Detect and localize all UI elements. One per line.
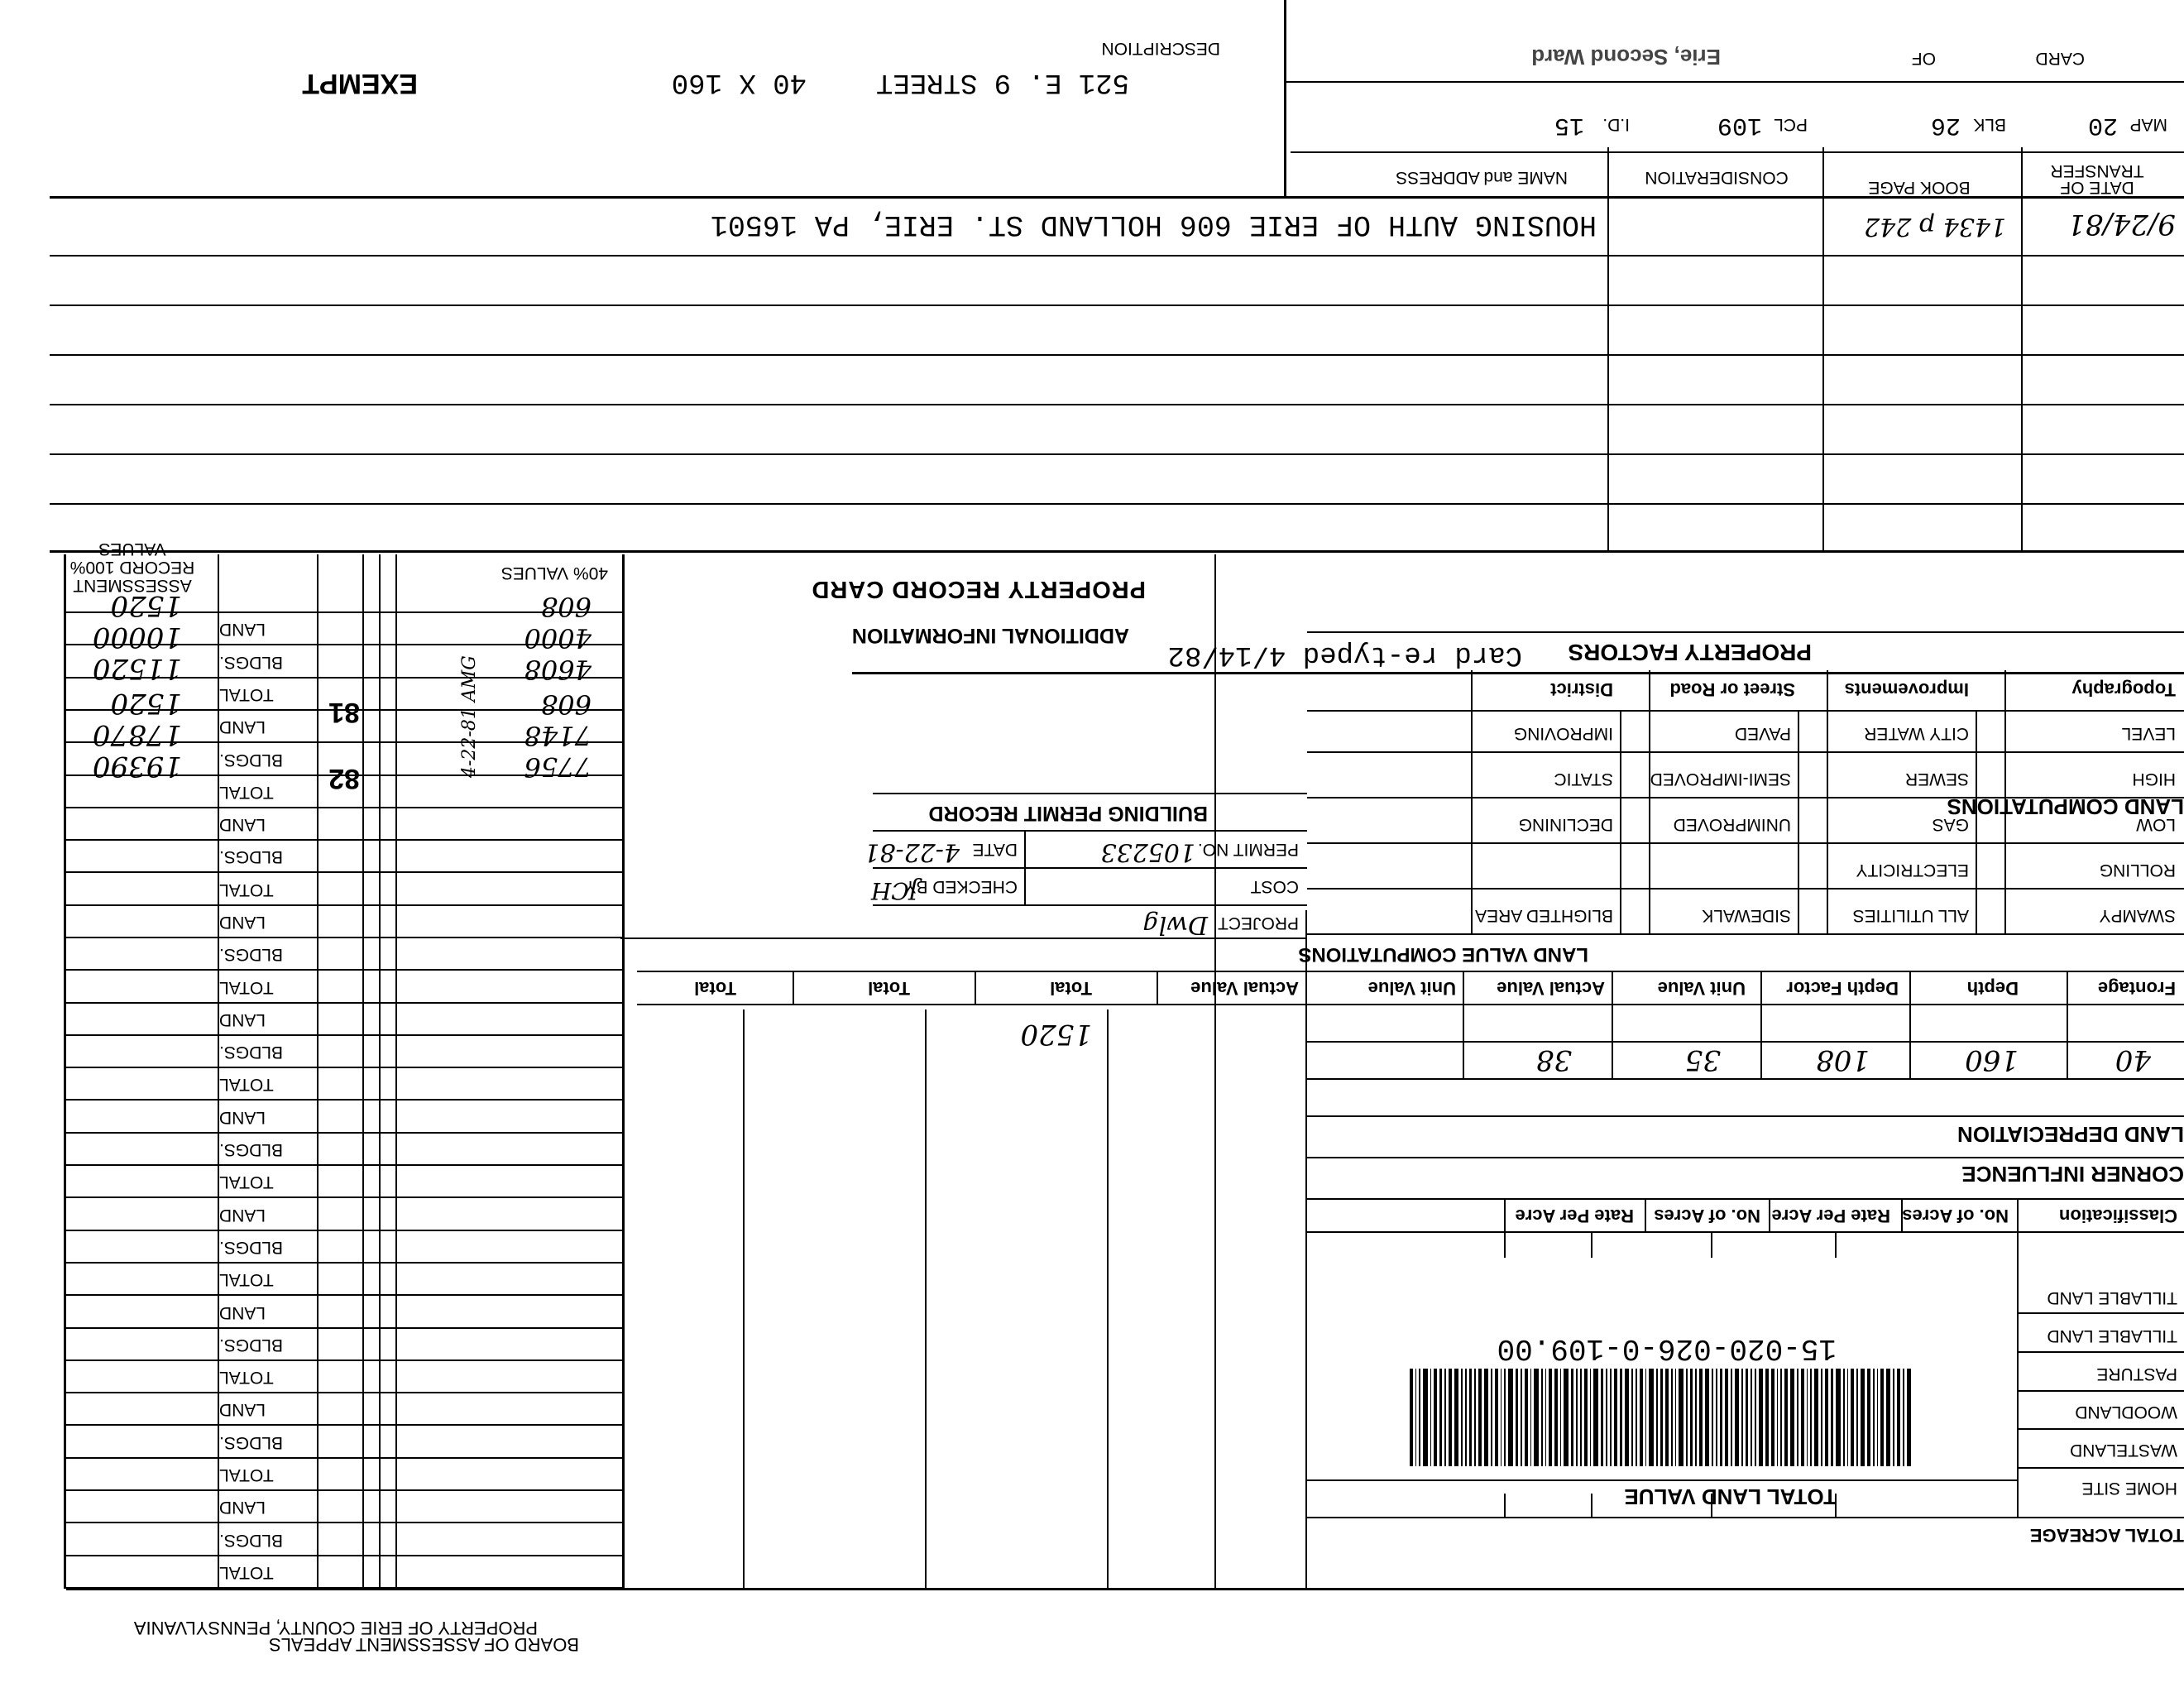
permit-no-value: 105233 xyxy=(1100,837,1195,866)
lv-header: Unit Value xyxy=(1367,978,1456,999)
barcode-bar xyxy=(1741,1369,1743,1466)
value-row-label: BLDGS. xyxy=(219,1336,284,1355)
value-row-label: TOTAL xyxy=(219,978,274,997)
factor-header: District xyxy=(1550,679,1613,700)
barcode-bar xyxy=(1880,1369,1884,1466)
grid-row-line xyxy=(66,1457,625,1459)
value-100-entry: 17870 xyxy=(92,718,182,751)
barcode-bar xyxy=(1545,1369,1547,1466)
values-100-title: ASSESSMENT RECORD 100% VALUES xyxy=(69,539,195,595)
land-computations-title: LAND COMPUTATIONS xyxy=(1947,794,2184,819)
transfer-header: CONSIDERATION xyxy=(1645,168,1789,187)
barcode-bar xyxy=(1660,1369,1664,1466)
lv-header: Depth Factor xyxy=(1786,978,1899,999)
transfer-line xyxy=(50,503,2184,505)
description-street: 521 E. 9 STREET xyxy=(875,66,1129,98)
barcode-bar xyxy=(1807,1369,1808,1466)
barcode-bar xyxy=(1465,1369,1467,1466)
blk-value: 26 xyxy=(1930,111,1961,139)
lv-title: LAND VALUE COMPUTATIONS xyxy=(1298,943,1588,966)
barcode-bar xyxy=(1746,1369,1749,1466)
barcode-bar xyxy=(1699,1369,1703,1466)
acreage-row-label: PASTURE xyxy=(2096,1364,2177,1383)
factor-option: CITY WATER xyxy=(1864,724,1969,743)
grid-row-line xyxy=(66,839,625,841)
barcode-bar xyxy=(1478,1369,1482,1466)
barcode-bar xyxy=(1856,1369,1858,1466)
permit-margin-note: 4-22-81 AMG xyxy=(459,655,480,778)
permit-date-value: 4-22-81 xyxy=(864,837,960,866)
value-100-entry: 1520 xyxy=(110,687,182,720)
barcode-bar xyxy=(1491,1369,1492,1466)
grid-row-line xyxy=(66,871,625,873)
barcode-bar xyxy=(1584,1369,1588,1466)
lv-header: Total xyxy=(694,978,736,999)
barcode-bar xyxy=(1625,1369,1629,1466)
parcel-id-row xyxy=(1291,99,2184,141)
pcl-value: 109 xyxy=(1717,111,1762,139)
board-label: BOARD OF ASSESSMENT APPEALS xyxy=(269,1634,579,1655)
barcode-bar xyxy=(1549,1369,1552,1466)
factor-option: GAS xyxy=(1932,815,1969,834)
total-acreage-label: TOTAL ACREAGE xyxy=(2029,1525,2184,1546)
grid-row-line xyxy=(66,1587,625,1589)
barcode-bar xyxy=(1445,1369,1447,1466)
permit-date-label: DATE xyxy=(972,840,1018,859)
barcode-bar xyxy=(1712,1369,1713,1466)
factor-option: SIDEWALK xyxy=(1702,906,1791,925)
id-label: I.D. xyxy=(1602,115,1630,134)
value-row-label: LAND xyxy=(219,1010,266,1029)
barcode-bar xyxy=(1508,1369,1512,1466)
barcode-bar xyxy=(1590,1369,1592,1466)
factor-option: UNIMPROVED xyxy=(1673,815,1791,834)
barcode-bar xyxy=(1521,1369,1522,1466)
factor-header: Topography xyxy=(2071,679,2176,700)
grid-row-line xyxy=(66,1392,625,1393)
grid-row-line xyxy=(66,1196,625,1198)
map-value: 20 xyxy=(2087,111,2118,139)
barcode-bar xyxy=(1645,1369,1647,1466)
grid-row-line xyxy=(66,969,625,971)
permit-checked-label: CHECKED BY xyxy=(904,877,1018,896)
barcode-bar xyxy=(1419,1369,1420,1466)
barcode-bar xyxy=(1620,1369,1623,1466)
grid-row-line xyxy=(66,1230,625,1231)
value-40-entry: 7148 xyxy=(524,720,592,751)
card-row xyxy=(1291,33,2184,74)
barcode-bar xyxy=(1449,1369,1452,1466)
description-block xyxy=(46,8,1286,149)
barcode-bar xyxy=(1790,1369,1794,1466)
depth-factor-value: 108 xyxy=(1816,1043,1870,1077)
barcode-bar xyxy=(1831,1369,1834,1466)
barcode-bar xyxy=(1843,1369,1845,1466)
transfer-header: NAME and ADDRESS xyxy=(1396,168,1568,187)
transfer-grid xyxy=(50,205,2184,553)
map-label: MAP xyxy=(2129,115,2167,134)
factor-option: HIGH xyxy=(2132,770,2176,789)
factor-option: BLIGHTED AREA xyxy=(1475,906,1613,925)
barcode-bar xyxy=(1580,1369,1582,1466)
grid-row-line xyxy=(66,1489,625,1491)
value-row-label: TOTAL xyxy=(219,1075,274,1094)
lv-header: Actual Value xyxy=(1497,978,1605,999)
barcode-bar xyxy=(1576,1369,1578,1466)
value-row-label: TOTAL xyxy=(219,685,274,704)
barcode-bar xyxy=(1469,1369,1473,1466)
property-factors-title: PROPERTY FACTORS xyxy=(1568,640,1812,665)
grid-row-line xyxy=(66,807,625,808)
of-label: OF xyxy=(1911,49,1936,68)
permit-project-label: PROJECT xyxy=(1217,914,1299,933)
grid-row-line xyxy=(66,1360,625,1361)
value-row-label: TOTAL xyxy=(219,1563,274,1582)
barcode-bar xyxy=(1560,1369,1562,1466)
value-100-entry: 10000 xyxy=(92,621,182,654)
barcode-bar xyxy=(1665,1369,1669,1466)
barcode-bar xyxy=(1516,1369,1519,1466)
value-row-label: TOTAL xyxy=(219,1465,274,1484)
building-permit-record xyxy=(864,790,1307,939)
value-row-label: BLDGS. xyxy=(219,1433,284,1452)
barcode-bar xyxy=(1886,1369,1890,1466)
transfer-line xyxy=(50,453,2184,455)
depth-value: 160 xyxy=(1965,1043,2019,1077)
barcode-bar xyxy=(1907,1369,1911,1466)
value-40-entry: 608 xyxy=(540,591,592,622)
grid-row-line xyxy=(66,1067,625,1068)
barcode-bar xyxy=(1501,1369,1502,1466)
lv-header: Total xyxy=(868,978,910,999)
parcel-barcode xyxy=(1257,1369,1911,1466)
barcode-bar xyxy=(1716,1369,1717,1466)
barcode-bar xyxy=(1731,1369,1732,1466)
year-mark: 81 xyxy=(328,697,360,728)
barcode-bar xyxy=(1675,1369,1677,1466)
barcode-bar xyxy=(1571,1369,1574,1466)
barcode-bar xyxy=(1484,1369,1488,1466)
barcode-bar xyxy=(1822,1369,1823,1466)
factor-option: SWAMPY xyxy=(2099,906,2176,925)
value-row-label: LAND xyxy=(219,620,266,639)
description-dimensions: 40 X 160 xyxy=(671,66,807,98)
barcode-bar xyxy=(1893,1369,1894,1466)
transfer-headers xyxy=(1274,153,2184,199)
value-row-label: BLDGS. xyxy=(219,945,284,964)
barcode-bar xyxy=(1593,1369,1597,1466)
transfer-line xyxy=(50,305,2184,306)
grid-row-line xyxy=(66,1164,625,1166)
barcode-bar xyxy=(1771,1369,1774,1466)
value-row-label: LAND xyxy=(219,913,266,932)
grid-row-line xyxy=(66,904,625,906)
card-title: PROPERTY RECORD CARD xyxy=(811,576,1146,602)
value-row-label: LAND xyxy=(219,1400,266,1419)
additional-info-title: ADDITIONAL INFORMATION xyxy=(851,624,1129,647)
property-of-label: PROPERTY OF ERIE COUNTY, PENNSYLVANIA xyxy=(133,1618,538,1638)
barcode-bar xyxy=(1755,1369,1756,1466)
factor-option: LEVEL xyxy=(2121,724,2176,743)
values-40-title: 40% VALUES xyxy=(500,563,608,583)
barcode-bar xyxy=(1495,1369,1498,1466)
grid-row-line xyxy=(66,1327,625,1329)
factor-option: LOW xyxy=(2136,815,2176,834)
value-row-label: TOTAL xyxy=(219,1368,274,1387)
barcode-bar xyxy=(1735,1369,1739,1466)
barcode-bar xyxy=(1410,1369,1413,1466)
permit-cost-label: COST xyxy=(1250,877,1299,896)
barcode-bar xyxy=(1784,1369,1788,1466)
barcode-bar xyxy=(1601,1369,1604,1466)
barcode-bar xyxy=(1525,1369,1528,1466)
factor-option: ALL UTILITIES xyxy=(1852,906,1969,925)
unit-value-value: 35 xyxy=(1684,1043,1721,1077)
barcode-bar xyxy=(1825,1369,1828,1466)
barcode-bar xyxy=(1873,1369,1875,1466)
barcode-bar xyxy=(1656,1369,1658,1466)
value-row-label: BLDGS. xyxy=(219,653,284,672)
blk-label: BLK xyxy=(1973,115,2006,134)
barcode-bar xyxy=(1810,1369,1812,1466)
barcode-bar xyxy=(1610,1369,1612,1466)
acreage-header: No. of Acres xyxy=(1902,1206,2009,1226)
barcode-bar xyxy=(1780,1369,1782,1466)
value-row-label: LAND xyxy=(219,815,266,834)
barcode-bar xyxy=(1504,1369,1506,1466)
value-40-entry: 7756 xyxy=(524,751,592,783)
transfer-line xyxy=(50,404,2184,405)
acreage-header: No. of Acres xyxy=(1654,1206,1760,1226)
value-row-label: BLDGS. xyxy=(219,847,284,866)
value-row-label: BLDGS. xyxy=(219,1531,284,1550)
value-row-label: TOTAL xyxy=(219,880,274,899)
value-100-entry: 19390 xyxy=(92,750,182,783)
barcode-bar xyxy=(1636,1369,1637,1466)
acreage-rows xyxy=(2019,1258,2184,1498)
value-row-label: LAND xyxy=(219,1303,266,1322)
value-row-label: LAND xyxy=(219,1108,266,1127)
acreage-row-label: WASTELAND xyxy=(2070,1441,2177,1460)
value-row-label: TOTAL xyxy=(219,783,274,802)
barcode-bar xyxy=(1423,1369,1427,1466)
factor-option: ELECTRICITY xyxy=(1856,861,1969,880)
land-total-value: 1520 xyxy=(1020,1018,1092,1051)
barcode-bar xyxy=(1640,1369,1643,1466)
frontage-value: 40 xyxy=(2115,1043,2151,1077)
value-100-entry: 11520 xyxy=(92,652,182,685)
barcode-bar xyxy=(1695,1369,1697,1466)
permit-no-label: PERMIT NO. xyxy=(1197,840,1299,859)
barcode-bar xyxy=(1454,1369,1458,1466)
barcode-bar xyxy=(1415,1369,1417,1466)
transfer-row xyxy=(50,203,2184,244)
value-row-label: LAND xyxy=(219,1206,266,1225)
barcode-bar xyxy=(1847,1369,1849,1466)
barcode-bar xyxy=(1877,1369,1879,1466)
factor-option: IMPROVING xyxy=(1513,724,1613,743)
grid-row-line xyxy=(66,1034,625,1036)
pcl-label: PCL xyxy=(1774,115,1808,134)
transfer-line xyxy=(50,354,2184,356)
barcode-bar xyxy=(1474,1369,1476,1466)
acreage-row-label: WOODLAND xyxy=(2075,1403,2177,1422)
acreage-header: Classification xyxy=(2058,1206,2177,1226)
grid-row-line xyxy=(66,1132,625,1134)
factor-option: SEMI-IMPROVED xyxy=(1650,770,1791,789)
factor-option: ROLLING xyxy=(2099,861,2176,880)
barcode-bar xyxy=(1765,1369,1769,1466)
value-row-label: BLDGS. xyxy=(219,1140,284,1159)
exempt-badge: EXEMPT xyxy=(302,68,418,99)
barcode-bar xyxy=(1797,1369,1798,1466)
barcode-bar xyxy=(1541,1369,1543,1466)
barcode-bar xyxy=(1686,1369,1688,1466)
barcode-bar xyxy=(1720,1369,1723,1466)
barcode-bar xyxy=(1777,1369,1779,1466)
barcode-bar xyxy=(1679,1369,1683,1466)
barcode-bar xyxy=(1614,1369,1617,1466)
acreage-header: Rate Per Acre xyxy=(1771,1206,1890,1226)
acreage-row-label: TILLABLE LAND xyxy=(2047,1288,2177,1307)
value-row-label: BLDGS. xyxy=(219,1238,284,1257)
barcode-bar xyxy=(1861,1369,1865,1466)
barcode-bar xyxy=(1649,1369,1653,1466)
barcode-bar xyxy=(1564,1369,1568,1466)
barcode-bar xyxy=(1439,1369,1443,1466)
grid-row-line xyxy=(66,937,625,938)
barcode-number: 15-020-026-0-109.00 xyxy=(1497,1331,1837,1365)
barcode-bar xyxy=(1690,1369,1693,1466)
transfer-book-page: 1434 p 242 xyxy=(1864,212,2006,241)
factor-header: Improvements xyxy=(1844,679,1969,700)
barcode-bar xyxy=(1851,1369,1854,1466)
acreage-row-label: HOME SITE xyxy=(2081,1479,2177,1498)
barcode-bar xyxy=(1430,1369,1432,1466)
lv-header: Unit Value xyxy=(1657,978,1746,999)
barcode-bar xyxy=(1903,1369,1904,1466)
lv-header: Depth xyxy=(1966,978,2019,999)
transfer-line xyxy=(50,255,2184,257)
barcode-bar xyxy=(1671,1369,1673,1466)
transfer-date: 9/24/81 xyxy=(2067,208,2176,241)
permit-project-value: Dwlg xyxy=(1142,910,1208,939)
barcode-bar xyxy=(1554,1369,1558,1466)
total-land-value-label: TOTAL LAND VALUE xyxy=(1624,1484,1837,1509)
card-label: CARD xyxy=(2035,49,2085,68)
barcode-bar xyxy=(1836,1369,1840,1466)
barcode-bar xyxy=(1530,1369,1532,1466)
factor-option: DECLINING xyxy=(1518,815,1613,834)
barcode-bar xyxy=(1897,1369,1900,1466)
lv-header: Frontage xyxy=(2097,978,2176,999)
value-row-label: LAND xyxy=(219,1498,266,1517)
value-row-label: BLDGS. xyxy=(219,1043,284,1062)
barcode-bar xyxy=(1461,1369,1463,1466)
value-40-entry: 4608 xyxy=(524,654,592,685)
acreage-row-label: TILLABLE LAND xyxy=(2047,1326,2177,1345)
permit-checked-value: JCH xyxy=(870,877,918,904)
corner-influence-label: CORNER INFLUENCE xyxy=(1961,1162,2184,1187)
value-label-column xyxy=(219,621,318,1589)
barcode-bar xyxy=(1534,1369,1538,1466)
land-totals-area xyxy=(620,927,1307,1589)
barcode-bar xyxy=(1867,1369,1870,1466)
retyped-note: Card re-typed 4/14/82 xyxy=(1167,639,1522,670)
permit-title: BUILDING PERMIT RECORD xyxy=(928,802,1208,825)
transfer-name-address: HOUSING AUTH OF ERIE 606 HOLLAND ST. ERIE, PA 16501 xyxy=(710,208,1597,241)
grid-row-line xyxy=(66,1294,625,1296)
value-40-entry: 608 xyxy=(540,688,592,720)
value-row-label: LAND xyxy=(219,717,266,736)
factor-option: SEWER xyxy=(1904,770,1969,789)
ward-stamp: Erie, Second Ward xyxy=(1531,45,1721,70)
grid-row-line xyxy=(66,1002,625,1004)
description-label: DESCRIPTION xyxy=(1101,39,1220,58)
transfer-header: BOOK PAGE xyxy=(1868,178,1971,197)
land-value-row xyxy=(1307,1005,2184,1080)
lv-header: Actual Value xyxy=(1190,978,1299,999)
factor-option: STATIC xyxy=(1554,770,1613,789)
factor-option: PAVED xyxy=(1734,724,1791,743)
barcode-bar xyxy=(1705,1369,1709,1466)
barcode-bar xyxy=(1759,1369,1763,1466)
lv-header: Total xyxy=(1050,978,1092,999)
value-40-entry: 4000 xyxy=(524,622,592,654)
value-row-label: BLDGS. xyxy=(219,750,284,770)
transfer-header: DATE OF TRANSFER xyxy=(2050,161,2144,197)
barcode-bar xyxy=(1434,1369,1437,1466)
barcode-bar xyxy=(1606,1369,1607,1466)
grid-row-line xyxy=(66,1424,625,1426)
value-100-entry: 1520 xyxy=(110,589,182,622)
grid-row-line xyxy=(66,1555,625,1556)
barcode-bar xyxy=(1632,1369,1634,1466)
barcode-bar xyxy=(1725,1369,1728,1466)
actual-value-value: 38 xyxy=(1535,1043,1572,1077)
barcode-bar xyxy=(1801,1369,1804,1466)
grid-row-line xyxy=(66,1522,625,1523)
value-row-label: TOTAL xyxy=(219,1172,274,1192)
land-depreciation-label: LAND DEPRECIATION xyxy=(1957,1122,2184,1147)
acreage-header: Rate Per Acre xyxy=(1515,1206,1634,1226)
id-value: 15 xyxy=(1554,111,1584,139)
year-mark: 82 xyxy=(328,763,360,794)
barcode-bar xyxy=(1814,1369,1818,1466)
barcode-bar xyxy=(1751,1369,1752,1466)
grid-row-line xyxy=(66,1262,625,1264)
grid-row-line xyxy=(66,1099,625,1101)
factor-header: Street or Road xyxy=(1669,679,1795,700)
value-row-label: TOTAL xyxy=(219,1270,274,1289)
